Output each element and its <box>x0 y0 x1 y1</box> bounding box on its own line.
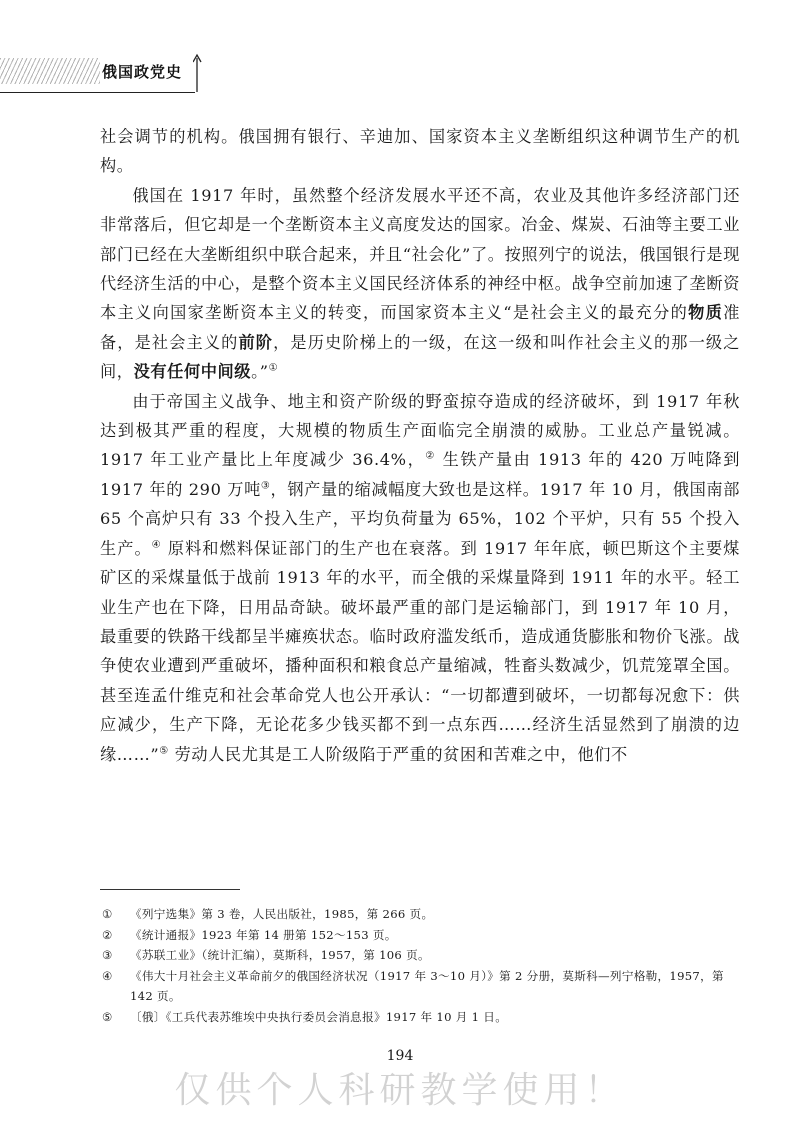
text-run: 由于帝国主义战争、地主和资产阶级的野蛮掠夺造成的经济破坏，到 1917 年秋达到极其严重的程度，大规模的物质生产面临完全崩溃的威胁。工业总产量锐减。1917 年工业产量比上年度减少 36.4%， <box>100 391 740 470</box>
paragraph <box>100 181 740 387</box>
footnote-marker: ⑤ <box>102 1009 113 1024</box>
footnote-reference: ③ <box>260 480 271 492</box>
footnote <box>100 904 740 925</box>
header-hatch-decoration <box>0 58 100 84</box>
running-header-title: 俄国政党史 <box>102 63 183 81</box>
paragraph <box>100 387 740 769</box>
footnote <box>100 1007 740 1028</box>
body-text <box>100 122 740 769</box>
footnote-reference: ① <box>268 362 279 374</box>
footnote-marker: ① <box>102 907 113 921</box>
footnote-marker: ④ <box>102 968 113 983</box>
footnote-marker: ③ <box>102 948 113 962</box>
text-run: 生铁产量由 1913 年的 420 万吨降到 1917 年的 290 万吨 <box>100 450 740 499</box>
text-run: ，钢产量的缩减幅度大致也是这样。1917 年 10 月，俄国南部 65 个高炉只有 33 个投入生产，平均负荷量为 65%，102 个平炉，只有 55 个投入生产。 <box>100 479 740 558</box>
bold-text-run: 前阶 <box>238 332 274 352</box>
text-run: 准备，是社会主义的 <box>100 303 740 352</box>
footnote-text: 《列宁选集》第 3 卷，人民出版社，1985，第 266 页。 <box>130 907 434 921</box>
footnotes <box>100 904 740 1027</box>
text-run: 社会调节的机构。俄国拥有银行、辛迪加、国家资本主义垄断组织这种调节生产的机构。 <box>100 127 740 176</box>
text-run: 。” <box>251 362 269 382</box>
footnote-reference: ⑤ <box>159 745 169 757</box>
footnote-reference: ② <box>425 451 436 463</box>
footnote-text: 〔俄〕《工兵代表苏维埃中央执行委员会消息报》1917 年 10 月 1 日。 <box>130 1009 508 1024</box>
watermark: 仅供个人科研教学使用！ <box>174 1070 626 1111</box>
footnote <box>100 925 740 946</box>
footnote-text: 《伟大十月社会主义革命前夕的俄国经济状况（1917 年 3～10 月）》第 2 分册，莫斯科—列宁格勒，1957，第 142 页。 <box>130 968 724 1003</box>
footnote-reference: ④ <box>151 539 162 551</box>
page-number: 194 <box>386 1048 414 1064</box>
text-run: ，是历史阶梯上的一级，在这一级和叫作社会主义的那一级之间， <box>100 332 740 382</box>
footnote-separator <box>100 889 240 890</box>
bold-text-run: 物质 <box>688 303 724 323</box>
footnote-text: 《苏联工业》（统计汇编），莫斯科，1957，第 106 页。 <box>130 948 430 962</box>
header-arrow-icon <box>193 52 211 94</box>
text-run: 俄国在 1917 年时，虽然整个经济发展水平还不高，农业及其他许多经济部门还非常落后，但它却是一个垄断资本主义高度发达的国家。冶金、煤炭、石油等主要工业部门已经在大垄断组织中联合起来，并且“社会化”了。按照列宁的说法，俄国银行是现代经济生活的中心，是整个资本主义国民经济体系的神经中枢。战争空前加速了垄断资本主义向国家垄断资本主义的转变，而国家资本主义“是社会主义的最充分的 <box>100 185 740 323</box>
text-run: 劳动人民尤其是工人阶级陷于严重的贫困和苦难之中，他们不 <box>168 744 628 764</box>
header-rule <box>0 92 195 93</box>
footnote <box>100 966 740 1007</box>
footnote-marker: ② <box>102 927 113 942</box>
footnote-text: 《统计通报》1923 年第 14 册第 152～153 页。 <box>130 927 397 942</box>
text-run: 原料和燃料保证部门的生产也在衰落。到 1917 年年底，顿巴斯这个主要煤矿区的采煤量低于战前 1913 年的水平，而全俄的采煤量降到 1911 年的水平。轻工业生产也在下降，日用品奇缺。破坏最严重的部门是运输部门，到 1917 年 10 月，最重要的铁路干线都呈半瘫痪状态。临时政府滥发纸币，造成通货膨胀和物价飞涨。战争使农业遭到严重破坏，播种面积和粮食总产量缩减，牲畜头数减少，饥荒笼罩全国。甚至连孟什维克和社会革命党人也公开承认：“一切都遭到破坏，一切都每况愈下：供应减少，生产下降，无论花多少钱买都不到一点东西……经济生活显然到了崩溃的边缘……” <box>100 538 740 764</box>
footnote <box>100 945 740 966</box>
bold-text-run: 没有任何中间级 <box>133 362 252 382</box>
paragraph <box>100 122 740 181</box>
